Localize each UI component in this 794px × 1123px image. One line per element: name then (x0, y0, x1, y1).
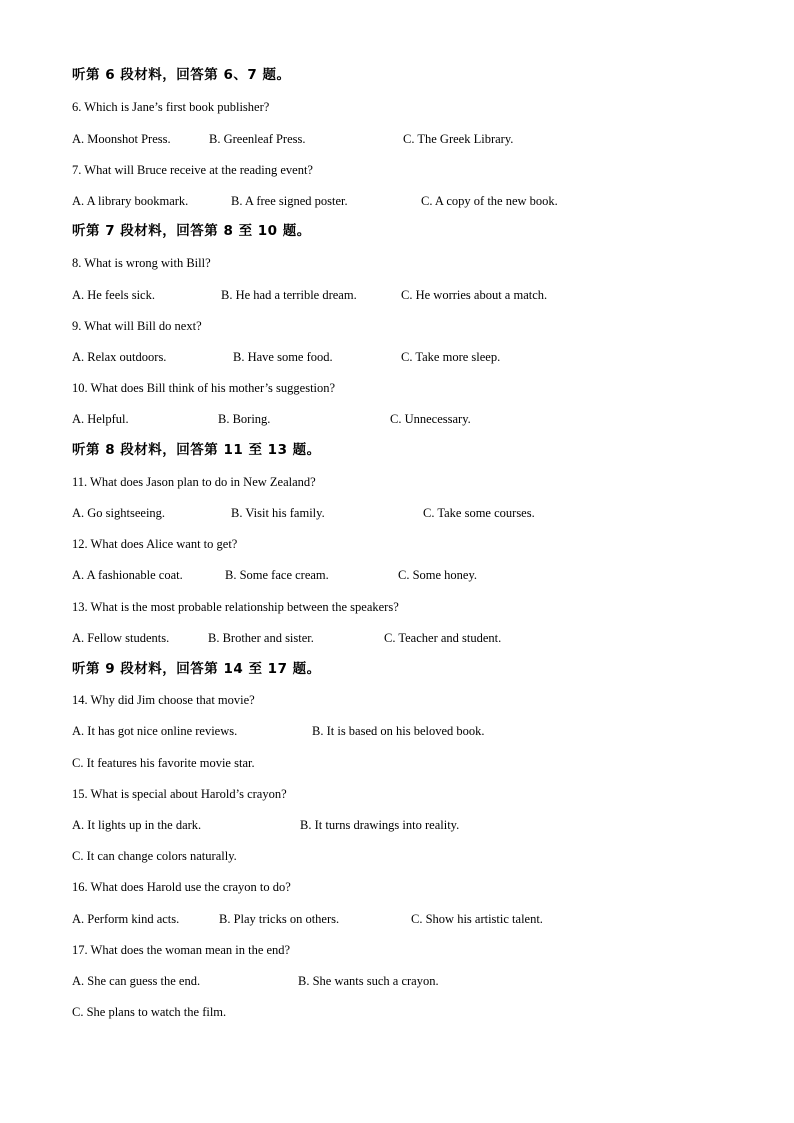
option-c: C. Unnecessary. (390, 412, 471, 426)
option-b: B. It is based on his beloved book. (312, 724, 485, 738)
option-a: A. Relax outdoors. (72, 350, 167, 364)
question-17: 17. What does the woman mean in the end? (72, 943, 291, 957)
option-c: C. A copy of the new book. (421, 194, 558, 208)
option-b: B. Brother and sister. (208, 631, 314, 645)
option-b: B. Greenleaf Press. (209, 132, 306, 146)
section-heading: 听第 7 段材料，回答第 8 至 10 题。 (72, 223, 311, 239)
option-b: B. He had a terrible dream. (221, 288, 357, 302)
question-9: 9. What will Bill do next? (72, 319, 202, 333)
option-a: A. Go sightseeing. (72, 506, 166, 520)
option-a: A. Helpful. (72, 412, 129, 426)
option-c-row: C. She plans to watch the film. (72, 1005, 227, 1019)
option-c-row: C. It features his favorite movie star. (72, 756, 255, 770)
option-a: A. A library bookmark. (72, 194, 189, 208)
question-15: 15. What is special about Harold’s crayon? (72, 787, 287, 801)
option-b: B. Play tricks on others. (219, 912, 340, 926)
question-10: 10. What does Bill think of his mother’s suggestion? (72, 381, 336, 395)
option-c: C. He worries about a match. (401, 288, 548, 302)
option-b: B. Some face cream. (225, 568, 329, 582)
option-c: C. Show his artistic talent. (411, 912, 543, 926)
option-a: A. Fellow students. (72, 631, 170, 645)
section-heading: 听第 9 段材料，回答第 14 至 17 题。 (72, 661, 321, 677)
option-c: C. Teacher and student. (384, 631, 502, 645)
option-c: C. Some honey. (398, 568, 478, 582)
option-b: B. Have some food. (233, 350, 333, 364)
option-b: B. It turns drawings into reality. (300, 818, 460, 832)
question-11: 11. What does Jason plan to do in New Zealand? (72, 475, 316, 489)
question-7: 7. What will Bruce receive at the reading event? (72, 163, 313, 177)
question-6: 6. Which is Jane’s first book publisher? (72, 100, 270, 114)
question-16: 16. What does Harold use the crayon to do? (72, 880, 291, 894)
option-c: C. The Greek Library. (403, 132, 514, 146)
question-8: 8. What is wrong with Bill? (72, 256, 211, 270)
option-a: A. She can guess the end. (72, 974, 201, 988)
option-c: C. Take some courses. (423, 506, 535, 520)
option-a: A. He feels sick. (72, 288, 155, 302)
option-c-row: C. It can change colors naturally. (72, 849, 237, 863)
section-heading: 听第 8 段材料，回答第 11 至 13 题。 (72, 442, 321, 458)
question-14: 14. Why did Jim choose that movie? (72, 693, 255, 707)
section-heading: 听第 6 段材料，回答第 6、7 题。 (72, 67, 291, 83)
option-a: A. Moonshot Press. (72, 132, 171, 146)
option-b: B. She wants such a crayon. (298, 974, 439, 988)
option-a: A. Perform kind acts. (72, 912, 180, 926)
option-c: C. Take more sleep. (401, 350, 501, 364)
option-b: B. A free signed poster. (231, 194, 348, 208)
question-13: 13. What is the most probable relationship between the speakers? (72, 600, 399, 614)
option-a: A. It has got nice online reviews. (72, 724, 238, 738)
question-12: 12. What does Alice want to get? (72, 537, 238, 551)
option-a: A. A fashionable coat. (72, 568, 183, 582)
option-a: A. It lights up in the dark. (72, 818, 202, 832)
option-b: B. Boring. (218, 412, 271, 426)
option-b: B. Visit his family. (231, 506, 325, 520)
